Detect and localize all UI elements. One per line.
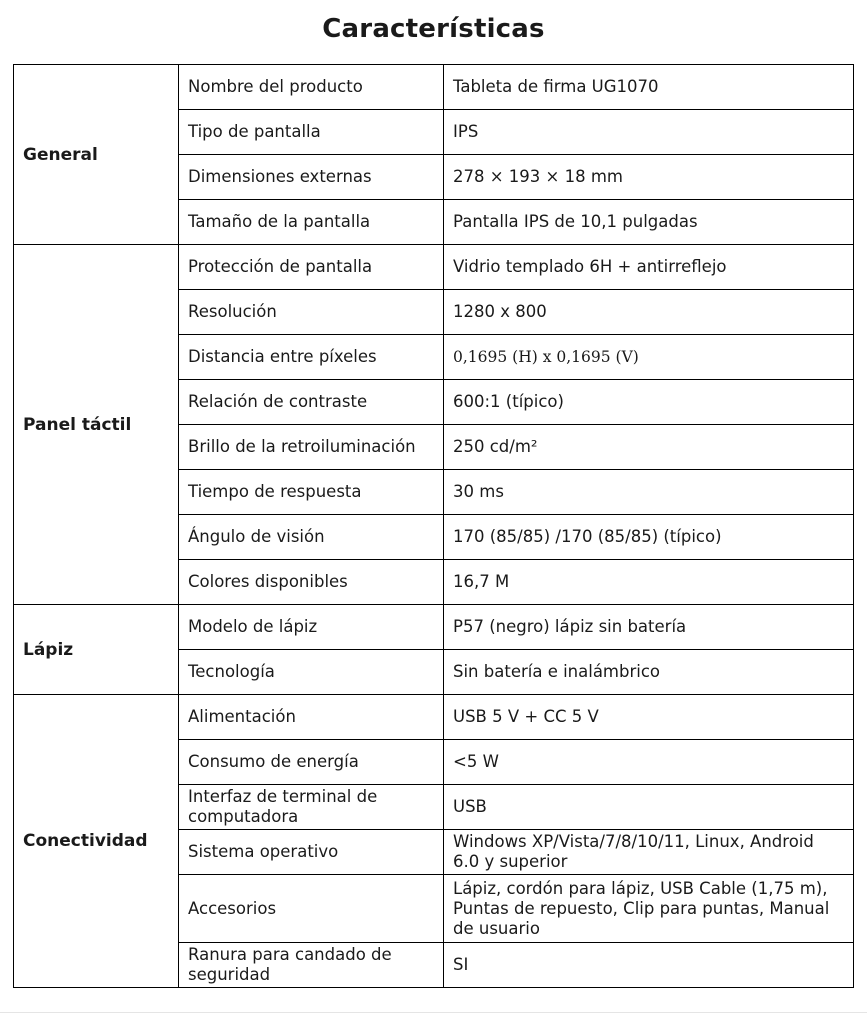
spec-value: USB [444, 785, 854, 830]
spec-name: Sistema operativo [179, 830, 444, 875]
spec-name: Distancia entre píxeles [179, 335, 444, 380]
spec-value: 16,7 M [444, 560, 854, 605]
table-row [14, 65, 854, 110]
spec-value: Sin batería e inalámbrico [444, 650, 854, 695]
spec-value: 0,1695 (H) x 0,1695 (V) [444, 335, 854, 380]
group-label-general: General [14, 65, 179, 245]
spec-name: Nombre del producto [179, 65, 444, 110]
spec-name: Accesorios [179, 875, 444, 943]
group-label-pen: Lápiz [14, 605, 179, 695]
spec-value: Vidrio templado 6H + antirreflejo [444, 245, 854, 290]
spec-table [13, 64, 854, 988]
table-row [14, 245, 854, 290]
spec-name: Alimentación [179, 695, 444, 740]
spec-value: 1280 x 800 [444, 290, 854, 335]
bottom-divider [0, 1012, 867, 1013]
spec-name: Tiempo de respuesta [179, 470, 444, 515]
spec-value: IPS [444, 110, 854, 155]
spec-value: P57 (negro) lápiz sin batería [444, 605, 854, 650]
spec-name: Modelo de lápiz [179, 605, 444, 650]
spec-name: Tecnología [179, 650, 444, 695]
spec-name: Ranura para candado de seguridad [179, 943, 444, 988]
spec-name: Tamaño de la pantalla [179, 200, 444, 245]
spec-name: Tipo de pantalla [179, 110, 444, 155]
spec-name: Colores disponibles [179, 560, 444, 605]
page-title: Características [322, 14, 545, 44]
spec-value: 170 (85/85) /170 (85/85) (típico) [444, 515, 854, 560]
spec-value: USB 5 V + CC 5 V [444, 695, 854, 740]
table-row [14, 605, 854, 650]
spec-value: 278 × 193 × 18 mm [444, 155, 854, 200]
table-row [14, 695, 854, 740]
spec-name: Brillo de la retroiluminación [179, 425, 444, 470]
spec-name: Interfaz de terminal de computadora [179, 785, 444, 830]
spec-value: Windows XP/Vista/7/8/10/11, Linux, Android 6.0 y superior [444, 830, 854, 875]
spec-name: Consumo de energía [179, 740, 444, 785]
spec-value: Tableta de firma UG1070 [444, 65, 854, 110]
spec-name: Relación de contraste [179, 380, 444, 425]
spec-value: 30 ms [444, 470, 854, 515]
spec-name: Resolución [179, 290, 444, 335]
spec-value: Lápiz, cordón para lápiz, USB Cable (1,75 m), Puntas de repuesto, Clip para puntas, Manual de usuario [444, 875, 854, 943]
spec-value: <5 W [444, 740, 854, 785]
spec-value: SI [444, 943, 854, 988]
spec-value: Pantalla IPS de 10,1 pulgadas [444, 200, 854, 245]
group-label-panel: Panel táctil [14, 245, 179, 605]
spec-value: 600:1 (típico) [444, 380, 854, 425]
spec-value: 250 cd/m² [444, 425, 854, 470]
spec-name: Protección de pantalla [179, 245, 444, 290]
spec-name: Ángulo de visión [179, 515, 444, 560]
group-label-connectivity: Conectividad [14, 695, 179, 988]
spec-name: Dimensiones externas [179, 155, 444, 200]
